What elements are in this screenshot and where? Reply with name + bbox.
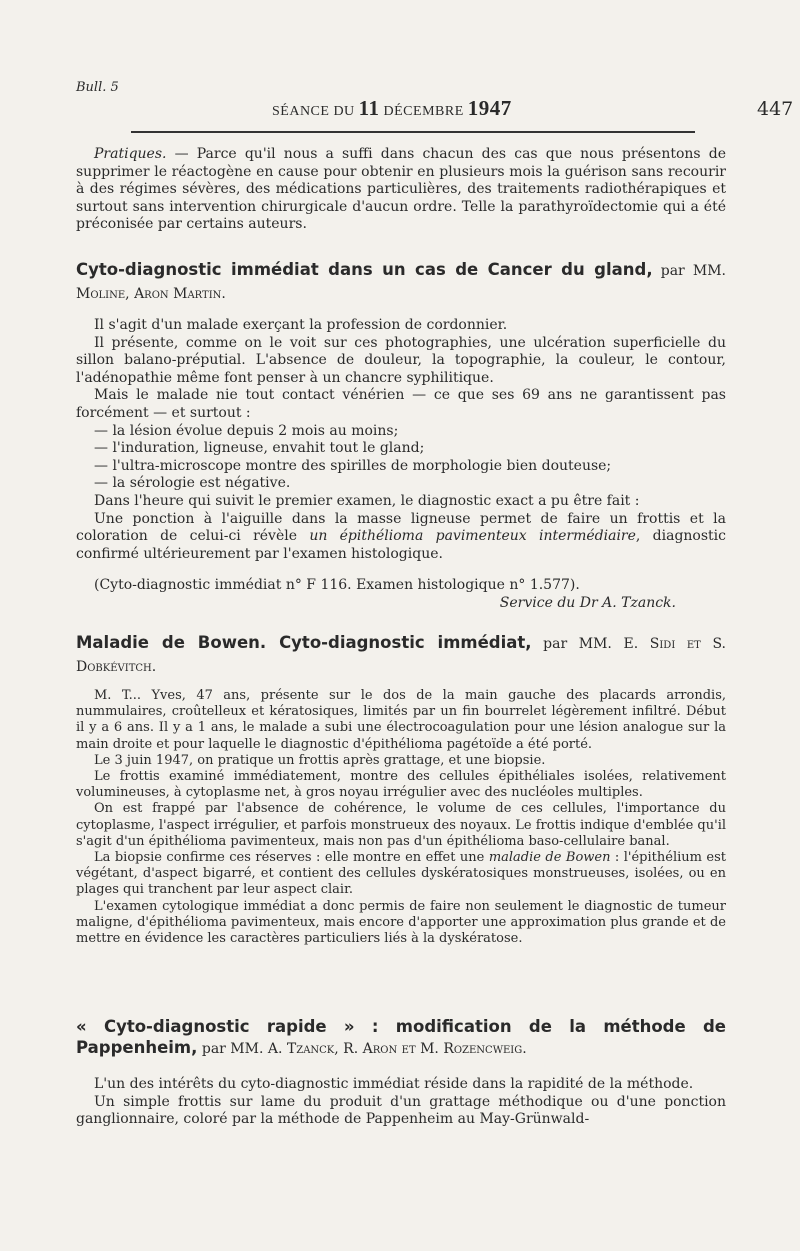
section3-title: « Cyto-diagnostic rapide » : modification de la méthode de Pappenheim, [76, 1017, 726, 1057]
section3-paragraph: L'un des intérêts du cyto-diagnostic immédiat réside dans la rapidité de la méthode. [94, 1076, 694, 1092]
running-header-text-a: SÉANCE DU [272, 104, 359, 119]
section1-line: — l'ultra-microscope montre des spirilles de morphologie bien douteuse; [94, 457, 612, 474]
running-header-day: 11 [358, 96, 380, 120]
section1-punction-b: , diagnostic confirmé ultérieurement par l'examen histologique. [76, 528, 726, 562]
section2-p5-a: La biopsie confirme ces réserves : elle montre en effet une [94, 850, 489, 866]
section1-punction [76, 511, 726, 564]
section1-reference: (Cyto-diagnostic immédiat n° F 116. Examen histologique n° 1.577). [94, 577, 580, 594]
section2-paragraph: Le frottis examiné immédiatement, montre des cellules épithéliales isolées, relativement volumineuses, à cytoplasme net, à gros noyau irrégulier avec des nucléoles multiples. [76, 769, 726, 801]
section2-paragraph: L'examen cytologique immédiat a donc permis de faire non seulement le diagnostic de tumeur maligne, d'épithélioma pavimenteux, mais encore d'apporter une approximation plus grande et de mettre en évidence les caractères particuliers liés à la dyskératose. [76, 898, 726, 947]
section1-title: Cyto-diagnostic immédiat dans un cas de Cancer du gland, [76, 260, 653, 279]
section-cancer-gland [76, 259, 726, 613]
section1-line: Il présente, comme on le voit sur ces photographies, une ulcération superficielle du sillon balano-préputial. L'absence de douleur, la topographie, la couleur, le contour, l'adénopathie même font penser à un chancre syphilitique. [76, 334, 726, 386]
bulletin-number: Bull. 5 [76, 80, 119, 95]
section1-authors-prefix: par MM. [652, 263, 726, 279]
intro-paragraph [76, 146, 726, 234]
section2-bowen-term: maladie de Bowen [488, 850, 611, 866]
section2-heading [76, 632, 726, 678]
intro-label: Pratiques. [94, 146, 167, 162]
section1-line: — l'induration, ligneuse, envahit tout le gland; [94, 440, 425, 457]
header-rule [131, 131, 695, 133]
section1-line: Mais le malade nie tout contact vénérien — ce que ses 69 ans ne garantissent pas forcément — et surtout : [76, 387, 726, 421]
section-cyto-rapide [76, 1016, 726, 1129]
section1-line: Dans l'heure qui suivit le premier examen, le diagnostic exact a pu être fait : [94, 492, 640, 509]
section-bowen [76, 632, 726, 947]
section2-paragraph: Le 3 juin 1947, on pratique un frottis après grattage, et une biopsie. [94, 752, 546, 768]
page-number: 447 [757, 98, 794, 120]
section3-authors-prefix: par MM. [197, 1041, 268, 1057]
running-header-text-b: DÉCEMBRE [379, 104, 468, 119]
section2-authors-prefix: par MM. [531, 636, 624, 652]
section1-service: Service du Dr A. Tzanck. [499, 594, 676, 611]
section1-diagnosis: un épithélioma pavimenteux intermédiaire [309, 528, 636, 545]
section2-p5-b: : l'épithélium est végétant, d'aspect bigarré, et contient des cellules dyskératosiques monstrueuses, isolées, ou en plages qui tranchent par leur aspect clair. [76, 850, 726, 898]
section3-paragraph: Un simple frottis sur lame du produit d'un grattage méthodique ou d'une ponction ganglionnaire, coloré par la méthode de Pappenheim au May-Grünwald- [76, 1093, 726, 1128]
section3-authors: A. Tzanck, R. Aron et M. Rozencweig. [267, 1041, 527, 1057]
section1-heading [76, 259, 726, 305]
intro-text: — Parce qu'il nous a suffi dans chacun des cas que nous présentons de supprimer le réactogène en cause pour obtenir en plusieurs mois la guérison sans recourir à des régimes sévères, des médications particulières, des traitements radiothérapiques et surtout sans intervention chirurgicale d'aucun ordre. Telle la parathyroïdectomie qui a été préconisée par certains auteurs. [76, 146, 726, 233]
section2-paragraph: M. T... Yves, 47 ans, présente sur le dos de la main gauche des placards arrondis, nummulaires, croûtelleux et kératosiques, limités par un fin bourrelet légèrement infiltré. Début il y a 6 ans. Il y a 1 ans, le malade a subi une électrocoagulation pour une lésion analogue sur la main droite et pour laquelle le diagnostic d'épithélioma pagétoïde a été porté. [76, 688, 726, 752]
section1-authors: Moline, Aron Martin. [76, 286, 226, 302]
section2-authors: E. Sidi et S. Dobkévitch. [76, 636, 726, 675]
section1-line: — la sérologie est négative. [94, 475, 291, 492]
section1-line: — la lésion évolue depuis 2 mois au moins; [94, 422, 399, 439]
section2-paragraph: On est frappé par l'absence de cohérence, le volume de ces cellules, l'importance du cytoplasme, l'aspect irrégulier, et parfois monstrueux des noyaux. Le frottis indique d'emblée qu'il s'agit d'un épithélioma pavimenteux, mais non pas d'un épithélioma baso-cellulaire banal. [76, 801, 727, 849]
section1-line: Il s'agit d'un malade exerçant la profession de cordonnier. [94, 317, 508, 333]
running-header [272, 96, 512, 121]
running-header-year: 1947 [467, 96, 512, 120]
section1-punction-a: Une ponction à l'aiguille dans la masse ligneuse permet de faire un frottis et la coloration de celui-ci révèle [76, 510, 726, 545]
section3-heading [76, 1016, 726, 1060]
section2-paragraph [76, 850, 726, 899]
section2-title: Maladie de Bowen. Cyto-diagnostic immédiat, [76, 633, 532, 652]
